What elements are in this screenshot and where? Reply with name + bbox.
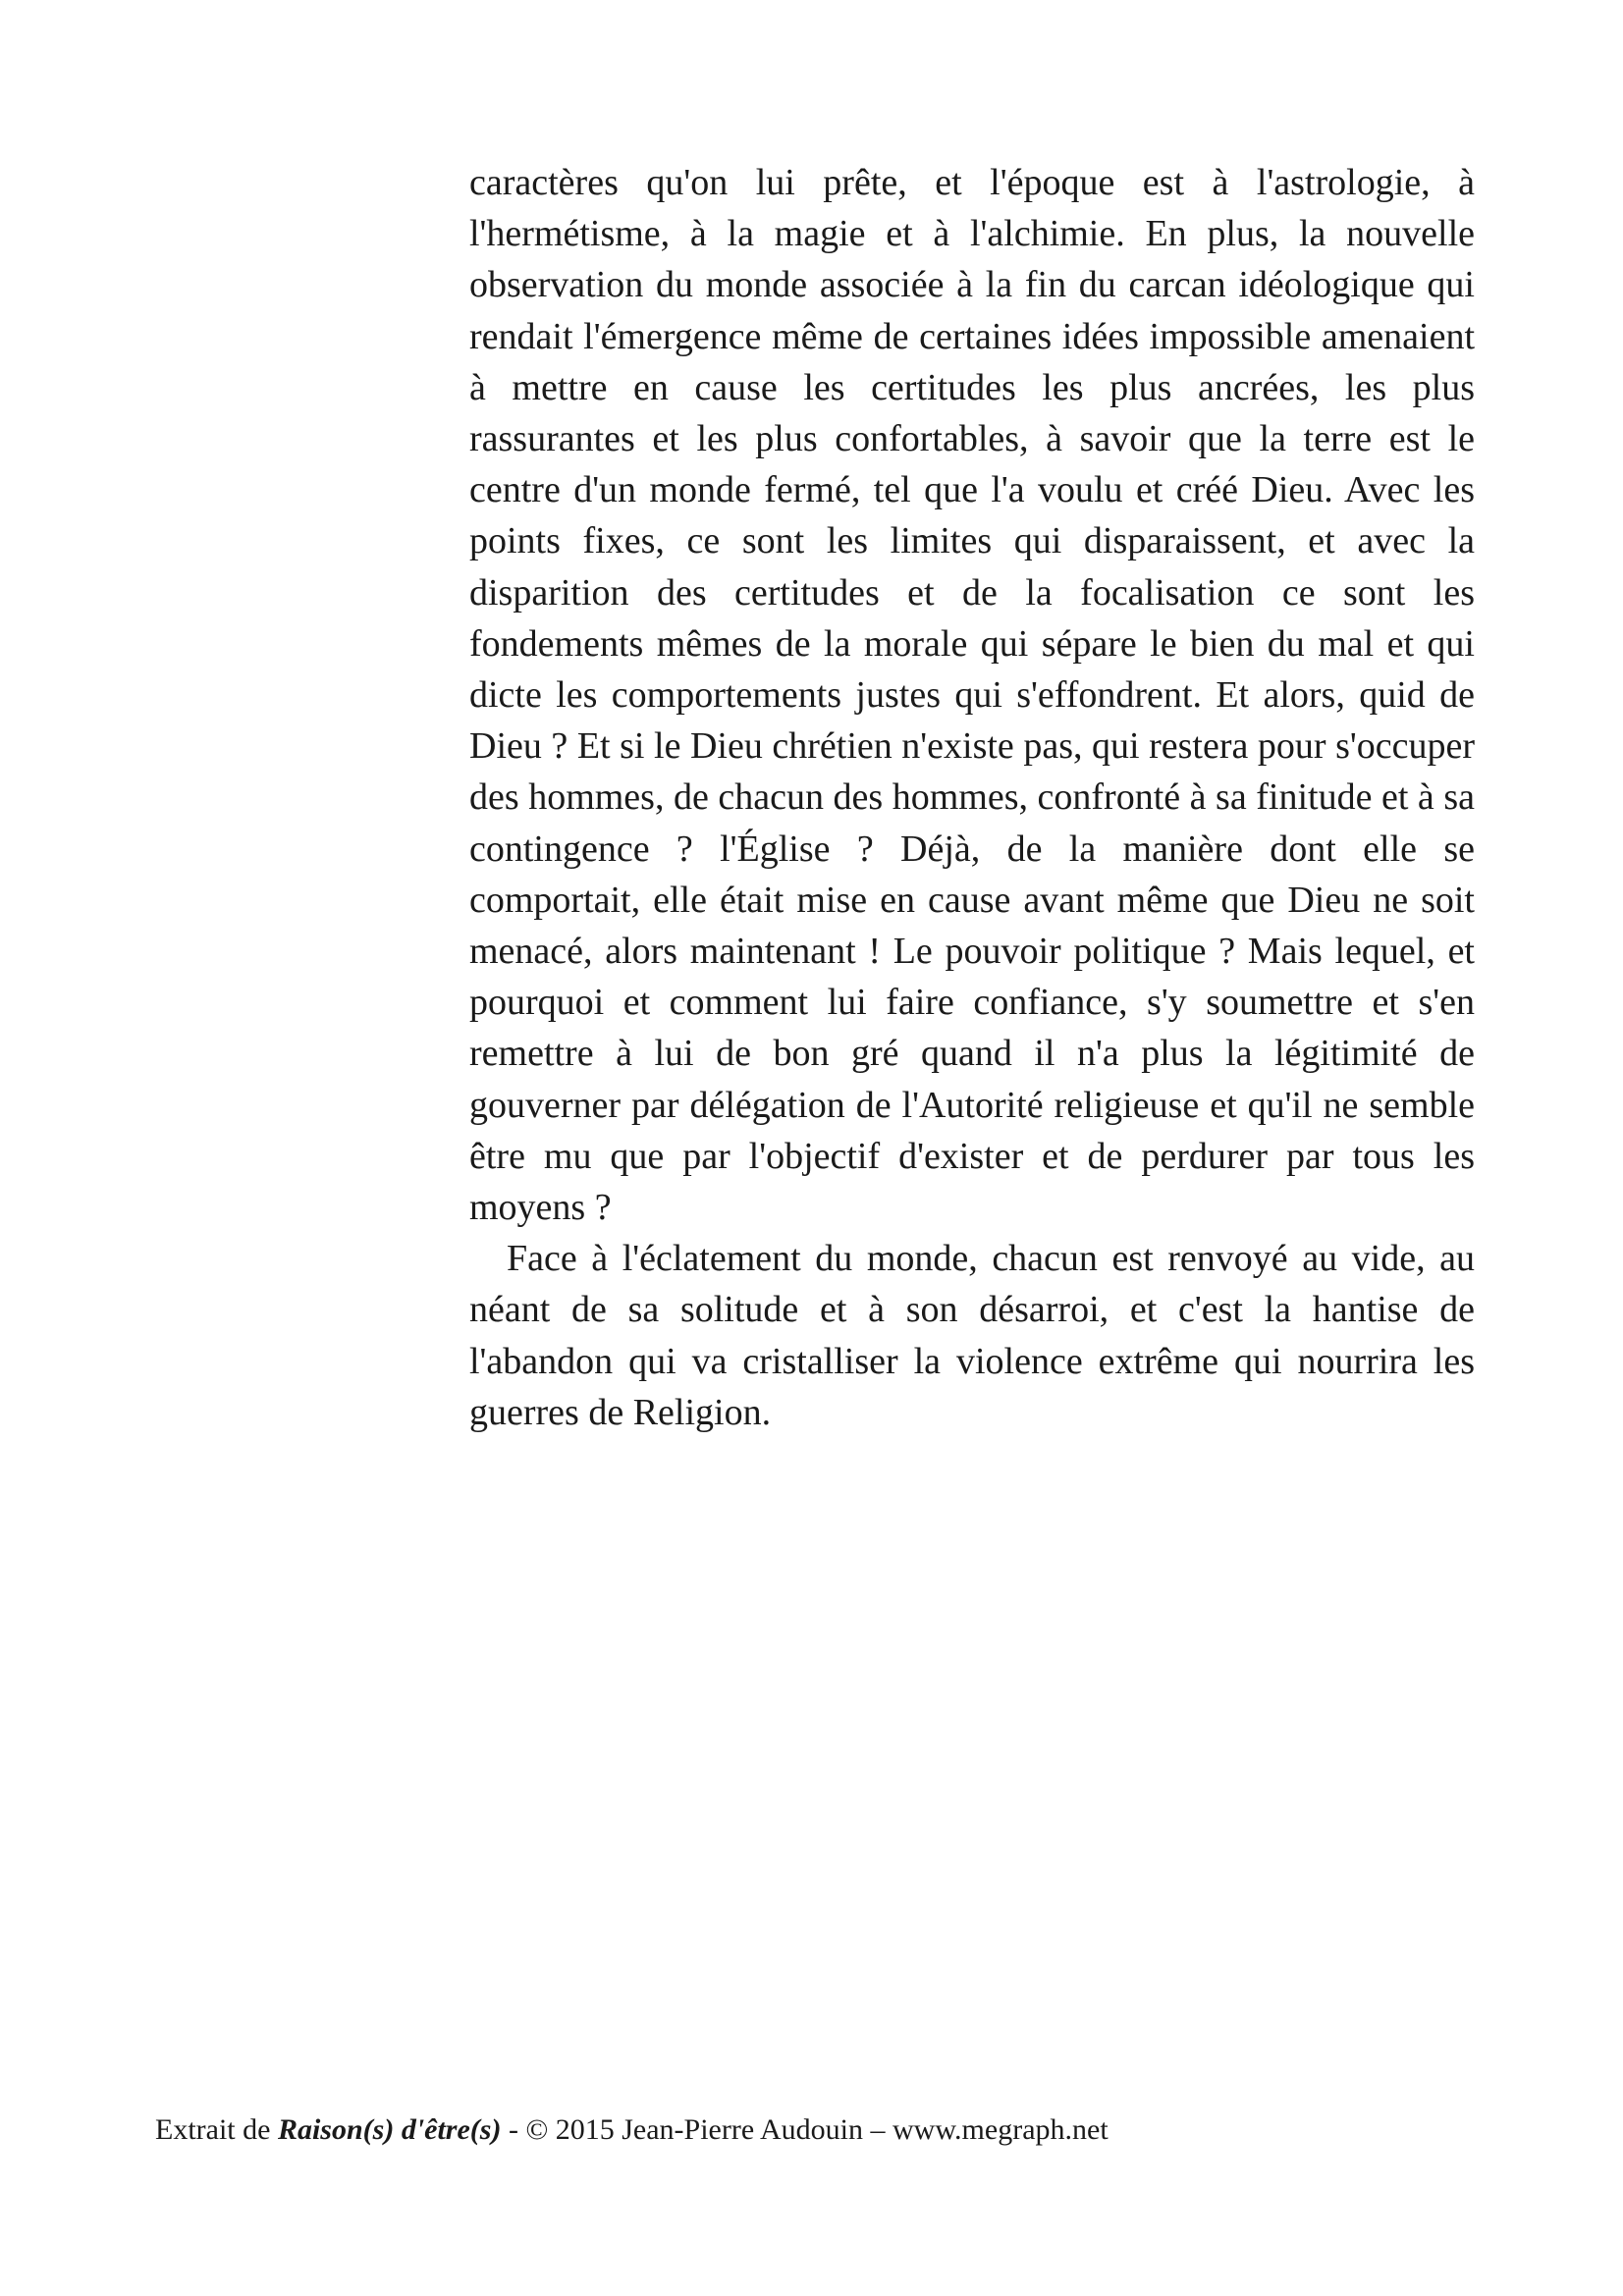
footer-prefix: Extrait de <box>155 2113 278 2146</box>
page-footer <box>155 2110 1432 2150</box>
body-text <box>469 157 1475 1438</box>
paragraph-continuation: caractères qu'on lui prête, et l'époque est à l'astrologie, à l'hermétisme, à la magie et à l'alchimie. En plus, la nouvelle observation du monde associée à la fin du carcan idéologique qui rendait l'émergence même de certaines idées impossible amenaient à mettre en cause les certitudes les plus ancrées, les plus rassurantes et les plus confortables, à savoir que la terre est le centre d'un monde fermé, tel que l'a voulu et créé Dieu. Avec les points fixes, ce sont les limites qui disparaissent, et avec la disparition des certitudes et de la focalisation ce sont les fondements mêmes de la morale qui sépare le bien du mal et qui dicte les comportements justes qui s'effondrent. Et alors, quid de Dieu ? Et si le Dieu chrétien n'existe pas, qui restera pour s'occuper des hommes, de chacun des hommes, confronté à sa finitude et à sa contingence ? l'Église ? Déjà, de la manière dont elle se comportait, elle était mise en cause avant même que Dieu ne soit menacé, alors maintenant ! Le pouvoir politique ? Mais lequel, et pourquoi et comment lui faire confiance, s'y soumettre et s'en remettre à lui de bon gré quand il n'a plus la légitimité de gouverner par délégation de l'Autorité religieuse et qu'il ne semble être mu que par l'objectif d'exister et de perdurer par tous les moyens ? <box>469 162 1475 1229</box>
paragraph-conclusion: Face à l'éclatement du monde, chacun est renvoyé au vide, au néant de sa solitude et à son désarroi, et c'est la hantise de l'abandon qui va cristalliser la violence extrême qui nourrira les guerres de Religion. <box>469 1238 1475 1433</box>
footer-copyright: - © 2015 Jean-Pierre Audouin – www.megraph.net <box>501 2113 1109 2146</box>
footer-book-title: Raison(s) d'être(s) <box>277 2113 502 2146</box>
